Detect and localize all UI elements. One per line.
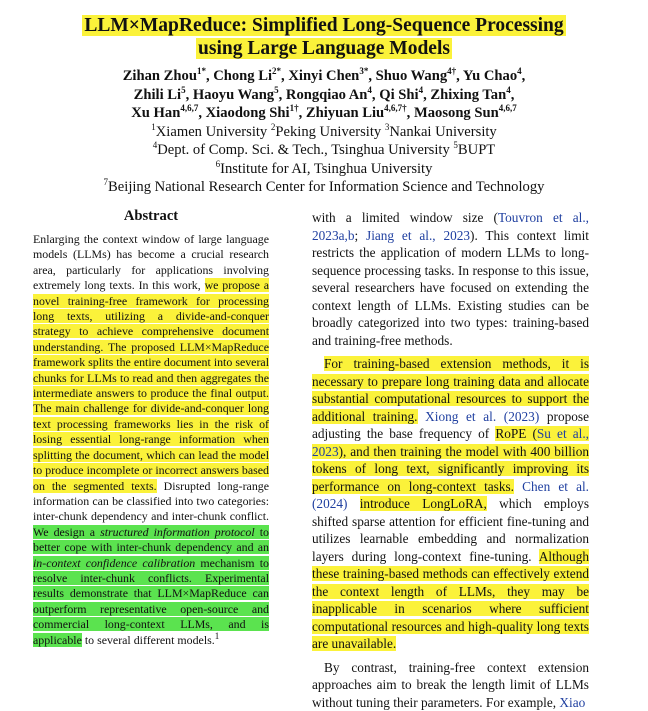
- paper-title-line-1: LLM×MapReduce: Simplified Long-Sequence Processing: [0, 14, 648, 37]
- affiliation-marker: 7: [104, 177, 109, 187]
- author-affiliation-marker: 4,6,7: [180, 103, 198, 113]
- author-name: Chong Li: [213, 68, 272, 84]
- author-name: Zihan Zhou: [123, 68, 197, 84]
- abstract-intro: Enlarging the context window of large language models (LLMs) has become a crucial research area, particularly for applications involving extremely long texts. In this work,: [33, 232, 269, 292]
- highlight-longlora: introduce LongLoRA,: [360, 496, 487, 511]
- citation-link[interactable]: Jiang et al., 2023: [366, 228, 470, 243]
- affiliation-text: Xiamen University: [156, 124, 271, 140]
- abstract-section: [33, 207, 269, 648]
- highlight-design: We design a structured information protocol to better cope with inter-chunk dependency and an in-context confidence calibration mechanism to resolve inter-chunk conflicts. Experimental results demonstrate that LLM×MapReduce can outperform representative open-source and commercial long-context LLMs, and is applicable: [33, 525, 269, 647]
- author-name: Rongqiao An: [286, 87, 368, 103]
- paper-header: [0, 14, 648, 197]
- affiliation-marker: 4: [153, 140, 158, 150]
- author-affiliation-marker: 4†: [447, 66, 456, 76]
- abstract-closing: to several different models.: [85, 633, 215, 647]
- author-name: Zhixing Tan: [430, 87, 506, 103]
- author-affiliation-marker: 2*: [272, 66, 281, 76]
- affiliation-marker: 3: [385, 122, 390, 132]
- author-name: Xinyi Chen: [288, 68, 359, 84]
- affiliation-line: [0, 178, 648, 197]
- author-affiliation-marker: 4,6,7: [499, 103, 517, 113]
- author-list: [0, 67, 648, 123]
- paper-title-line-2: using Large Language Models: [0, 37, 648, 60]
- intro-body: [312, 209, 589, 711]
- highlight-limitation: Although these training-based methods can effectively extend the context length of LLMs, they may be inapplicable in scenarios where sufficient computational resources and high-quality long texts are unavailable.: [312, 549, 589, 652]
- highlight-framework: we propose a novel training-free framework for processing long texts, utilizing a divide-and-conquer strategy to achieve comprehensive document understanding. The proposed LLM×MapReduce framework splits the entire document into several chunks for LLMs to read and then aggregates the intermediate answers to produce the final output. The main challenge for divide-and-conquer long text processing frameworks lies in the risk of losing essential long-range information when splitting the document, which can lead the model to produce incomplete or incorrect answers based on the segmented texts.: [33, 278, 269, 492]
- author-affiliation-marker: 4: [367, 85, 372, 95]
- author-name: Maosong Sun: [414, 105, 499, 121]
- author-name: Zhiyuan Liu: [306, 105, 384, 121]
- author-name: Shuo Wang: [376, 68, 448, 84]
- highlight-training-based: For training-based extension methods, it is necessary to prepare long training data and allocate substantial computational resources to support the additional training.: [312, 356, 589, 424]
- affiliation-text: BUPT: [458, 142, 495, 158]
- affiliation-line: [0, 160, 648, 179]
- author-affiliation-marker: 3*: [359, 66, 368, 76]
- affiliation-text: Dept. of Comp. Sci. & Tech., Tsinghua University: [157, 142, 453, 158]
- affiliation-line: [0, 123, 648, 142]
- affiliation-marker: 5: [453, 140, 458, 150]
- body-paragraph-3: By contrast, training-free context extension approaches aim to break the length limit of LLMs without tuning their parameters. For example, Xiao: [312, 659, 589, 711]
- author-line-2: Zhili Li$^5$, Haoyu Wang$^5$, Rongqiao An$^4$, Qi Shi$^4$, Zhixing Tan$^4$,: [0, 86, 648, 105]
- citation-link[interactable]: Xiong et al. (2023): [425, 409, 539, 424]
- affiliation-text: Institute for AI, Tsinghua University: [220, 161, 432, 177]
- body-paragraph-2: For training-based extension methods, it is necessary to prepare long training data and allocate substantial computational resources to support the additional training. Xiong et al. (2023) propose adjusting the base frequency of RoPE (Su et al., 2023), and then training the model with 400 billion tokens of long text, significantly improving its performance on long-context tasks. Chen et al. (2024) introduce LongLoRA, which employs shifted sparse attention for efficient fine-tuning and utilizes learnable embedding and normalization layers during long-context fine-tuning. Although these training-based methods can effectively extend the context length of LLMs, they may be inapplicable in scenarios where sufficient computational resources and high-quality long texts are unavailable.: [312, 355, 589, 653]
- citation-link[interactable]: Touvron et al., 2023a,b: [312, 210, 589, 243]
- author-name: Xu Han: [131, 105, 180, 121]
- highlight-rope: RoPE (Su et al., 2023), and then training the model with 400 billion tokens of long text, significantly improving its performance on long-context tasks.: [312, 426, 589, 494]
- author-affiliation-marker: 1†: [290, 103, 299, 113]
- citation-link[interactable]: Xiao: [559, 695, 585, 710]
- affiliation-marker: 2: [271, 122, 276, 132]
- author-affiliation-marker: 1*: [197, 66, 206, 76]
- author-line-3: Xu Han$^{4,6,7}$, Xiaodong Shi$^{1\dagger}$, Zhiyuan Liu$^{4,6,7\dagger}$, Maosong Sun$^{4,6,7}$: [0, 104, 648, 123]
- abstract-categories: Disrupted long-range information can be classified into two categories: inter-chunk dependency and inter-chunk conflict.: [33, 479, 269, 524]
- affiliation-text: Nankai University: [389, 124, 496, 140]
- author-affiliation-marker: 4: [419, 85, 424, 95]
- author-affiliation-marker: 4: [517, 66, 522, 76]
- author-affiliation-marker: 5: [181, 85, 186, 95]
- affiliation-text: Peking University: [275, 124, 384, 140]
- author-affiliation-marker: 4: [506, 85, 511, 95]
- body-paragraph-1: with a limited window size (Touvron et al., 2023a,b; Jiang et al., 2023). This context limit restricts the application of modern LLMs to long-sequence processing tasks. In response to this issue, several researchers have focused on extending the context length of LLMs. Existing studies can be broadly categorized into two types: training-based and training-free methods.: [312, 209, 589, 349]
- author-affiliation-marker: 4,6,7†: [384, 103, 407, 113]
- author-name: Zhili Li: [134, 87, 181, 103]
- author-name: Haoyu Wang: [193, 87, 274, 103]
- affiliation-list: [0, 123, 648, 197]
- affiliation-line: [0, 141, 648, 160]
- citation-link[interactable]: Su et al., 2023: [312, 426, 589, 459]
- author-name: Yu Chao: [463, 68, 517, 84]
- footnote-marker: 1: [215, 631, 220, 641]
- author-line-1: Zihan Zhou$^{1*}$, Chong $Li^{2*}$, Xinyi Chen$^{3*}$, Shuo Wang$^{4\dagger}$, Yu Chao$^4$,: [0, 67, 648, 86]
- author-name: Xiaodong Shi: [206, 105, 290, 121]
- affiliation-text: Beijing National Research Center for Information Science and Technology: [108, 179, 544, 195]
- author-affiliation-marker: 5: [274, 85, 279, 95]
- abstract-text: [33, 232, 269, 648]
- affiliation-marker: 6: [216, 159, 221, 169]
- citation-link[interactable]: Chen et al. (2024): [312, 479, 589, 512]
- author-name: Qi Shi: [379, 87, 418, 103]
- affiliation-marker: 1: [151, 122, 156, 132]
- abstract-heading: Abstract: [33, 207, 269, 225]
